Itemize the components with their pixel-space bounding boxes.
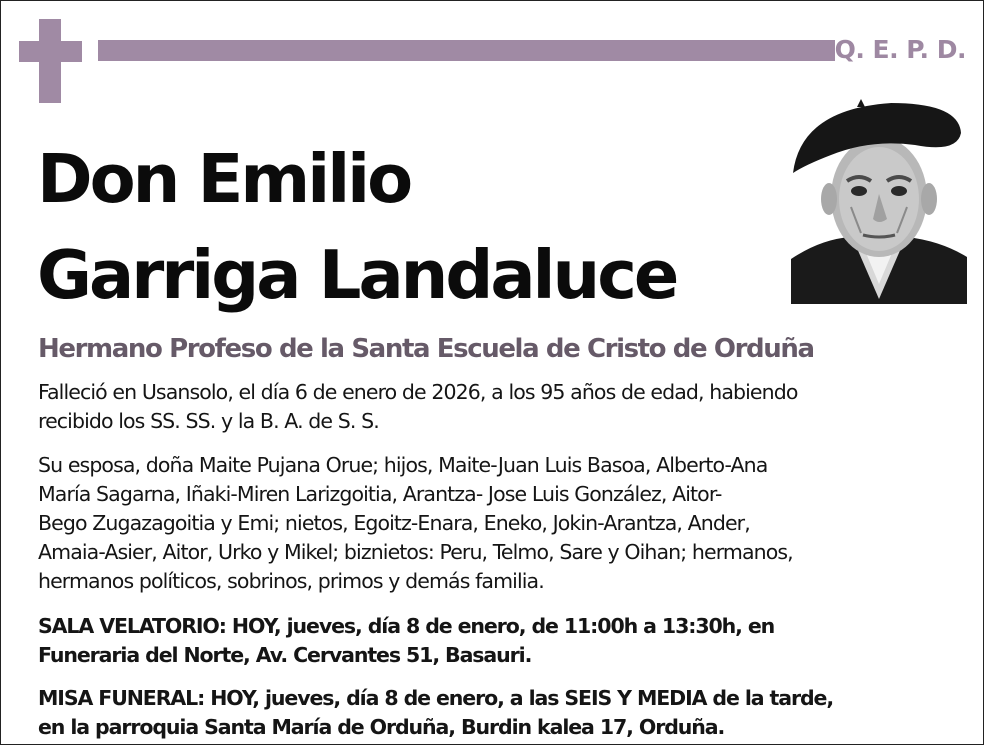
qepd-label: Q. E. P. D. xyxy=(834,35,966,64)
paragraph-line: Su esposa, doña Maite Pujana Orue; hijos, Maite-Juan Luis Basoa, Alberto-Ana xyxy=(38,453,768,477)
name-line-2: Garriga Landaluce xyxy=(37,236,677,314)
deceased-name xyxy=(37,131,676,323)
cross-icon xyxy=(19,19,82,103)
family-paragraph xyxy=(38,451,938,596)
paragraph-line: Falleció en Usansolo, el día 6 de enero de 2026, a los 95 años de edad, habiendo xyxy=(38,380,798,404)
death-paragraph xyxy=(38,378,938,436)
paragraph-line: Amaia-Asier, Aitor, Urko y Mikel; biznietos: Peru, Telmo, Sare y Oihan; hermanos, xyxy=(38,540,793,564)
paragraph-line: SALA VELATORIO: HOY, jueves, día 8 de enero, de 11:00h a 13:30h, en xyxy=(38,614,775,638)
header-divider-bar xyxy=(98,40,835,61)
paragraph-line: María Sagarna, Iñaki-Miren Larizgoitia, Arantza- Jose Luis González, Aitor- xyxy=(38,482,722,506)
paragraph-line: Bego Zugazagoitia y Emi; nietos, Egoitz-Enara, Eneko, Jokin-Arantza, Ander, xyxy=(38,511,750,535)
paragraph-line: en la parroquia Santa María de Orduña, Burdin kalea 17, Orduña. xyxy=(38,715,725,739)
portrait-photo xyxy=(791,99,967,304)
name-line-1: Don Emilio xyxy=(37,140,411,218)
funeral-paragraph xyxy=(38,684,938,742)
paragraph-line: Funeraria del Norte, Av. Cervantes 51, Basauri. xyxy=(38,643,532,667)
paragraph-line: recibido los SS. SS. y la B. A. de S. S. xyxy=(38,409,379,433)
paragraph-line: hermanos políticos, sobrinos, primos y demás familia. xyxy=(38,569,544,593)
deceased-subtitle: Hermano Profeso de la Santa Escuela de Cristo de Orduña xyxy=(38,334,814,364)
paragraph-line: MISA FUNERAL: HOY, jueves, día 8 de enero, a las SEIS Y MEDIA de la tarde, xyxy=(38,686,834,710)
wake-paragraph xyxy=(38,612,938,670)
